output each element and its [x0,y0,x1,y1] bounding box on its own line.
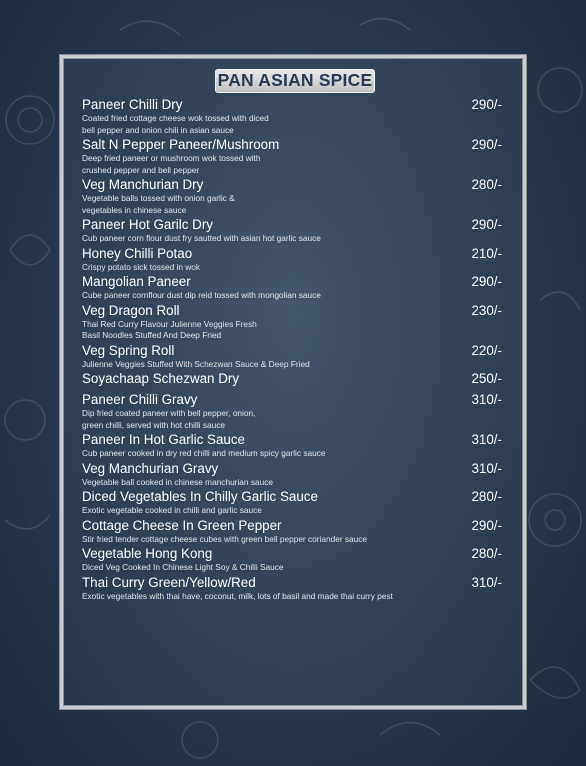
item-description: Vegetable ball cooked in chinese manchurian sauce [82,476,273,487]
item-description: Coated fried cottage cheese wok tossed with diced [82,113,269,123]
item-price: 310/- [471,574,502,590]
item-description: Cub paneer corn flour dust fry sautted with asian hot garlic sauce [82,233,321,243]
item-name: Veg Spring Roll [82,342,175,358]
item-description: Julienne Veggies Stuffed With Schezwan Sauce & Deep Fried [82,358,310,369]
item-name: Vegetable Hong Kong [82,546,213,561]
item-description: Crispy potato sick tossed in wok [82,261,201,272]
item-description: Dip fried coated paneer with bell pepper, onion, [82,408,256,418]
item-name: Salt N Pepper Paneer/Mushroom [82,137,280,152]
item-description: Basil Noodles Stuffed And Deep Fried [82,330,222,340]
item-price: 290/- [471,97,502,112]
menu-item [82,391,502,431]
item-name: Veg Manchurian Dry [82,177,204,192]
item-price: 220/- [471,342,502,358]
item-description: Stir fried tender cottage cheese cubes with green bell pepper coriander sauce [82,533,368,544]
item-description: Cub paneer cooked in dry red chilli and medium spicy garlic sauce [82,448,326,458]
item-name: Mangolian Paneer [82,274,191,289]
menu-item [82,370,502,387]
item-price: 290/- [471,274,502,289]
item-name: Diced Vegetables In Chilly Garlic Sauce [82,489,318,504]
menu-item [82,273,502,302]
item-name: Cottage Cheese In Green Pepper [82,517,282,533]
item-description: Thai Red Curry Flavour Julienne Veggies Fresh [82,318,257,329]
menu-item [82,574,502,603]
item-name: Veg Dragon Roll [82,302,180,318]
item-price: 210/- [471,245,502,261]
menu-panel [60,55,526,709]
item-name: Veg Manchurian Gravy [82,460,219,476]
item-name: Honey Chilli Potao [82,245,193,261]
menu-item [82,96,502,136]
item-name: Paneer Chilli Dry [82,97,183,112]
item-price: 230/- [471,302,502,318]
item-description: Deep fried paneer or mushroom wok tossed with [82,153,261,163]
item-price: 290/- [471,137,502,152]
item-description: bell pepper and onion chili in asian sauce [82,124,234,135]
menu-item [82,488,502,517]
section-title: PAN ASIAN SPICE [215,69,375,93]
menu-item [82,136,502,176]
item-name: Soyachaap Schezwan Dry [82,371,240,386]
item-price: 290/- [471,217,502,232]
item-description: Cube paneer cornflour dust dip reid tossed with mongolian sauce [82,290,321,300]
menu-item [82,517,502,546]
menu-item [82,216,502,245]
item-description: crushed pepper and bell pepper [82,164,200,175]
item-price: 310/- [471,392,502,407]
item-description: vegetables in chinese sauce [82,204,187,215]
item-name: Paneer Chilli Gravy [82,392,198,407]
item-price: 310/- [471,460,502,476]
item-description: Exotic vegetable cooked in chilli and garlic sauce [82,505,262,515]
item-description: Exotic vegetables with thai have, coconut, milk, lots of basil and made thai curry pest [82,590,393,601]
menu-item [82,342,502,371]
item-price: 280/- [471,177,502,192]
menu-items-list [82,96,502,602]
menu-item [82,431,502,460]
item-price: 250/- [471,371,502,386]
item-description: green chilli, served with hot chilli sauce [82,419,225,430]
item-price: 290/- [471,517,502,533]
item-name: Paneer Hot Garilc Dry [82,217,213,232]
menu-item [82,545,502,574]
menu-item [82,176,502,216]
item-description: Diced Veg Cooked In Chinese Light Soy & Chilli Sauce [82,562,284,572]
item-description: Vegetable balls tossed with onion garlic & [82,193,235,203]
item-name: Paneer In Hot Garlic Sauce [82,432,246,447]
menu-item [82,460,502,489]
item-price: 310/- [471,432,502,447]
menu-item [82,245,502,274]
item-price: 280/- [471,546,502,561]
menu-item [82,302,502,342]
item-name: Thai Curry Green/Yellow/Red [82,574,256,590]
item-price: 280/- [471,489,502,504]
